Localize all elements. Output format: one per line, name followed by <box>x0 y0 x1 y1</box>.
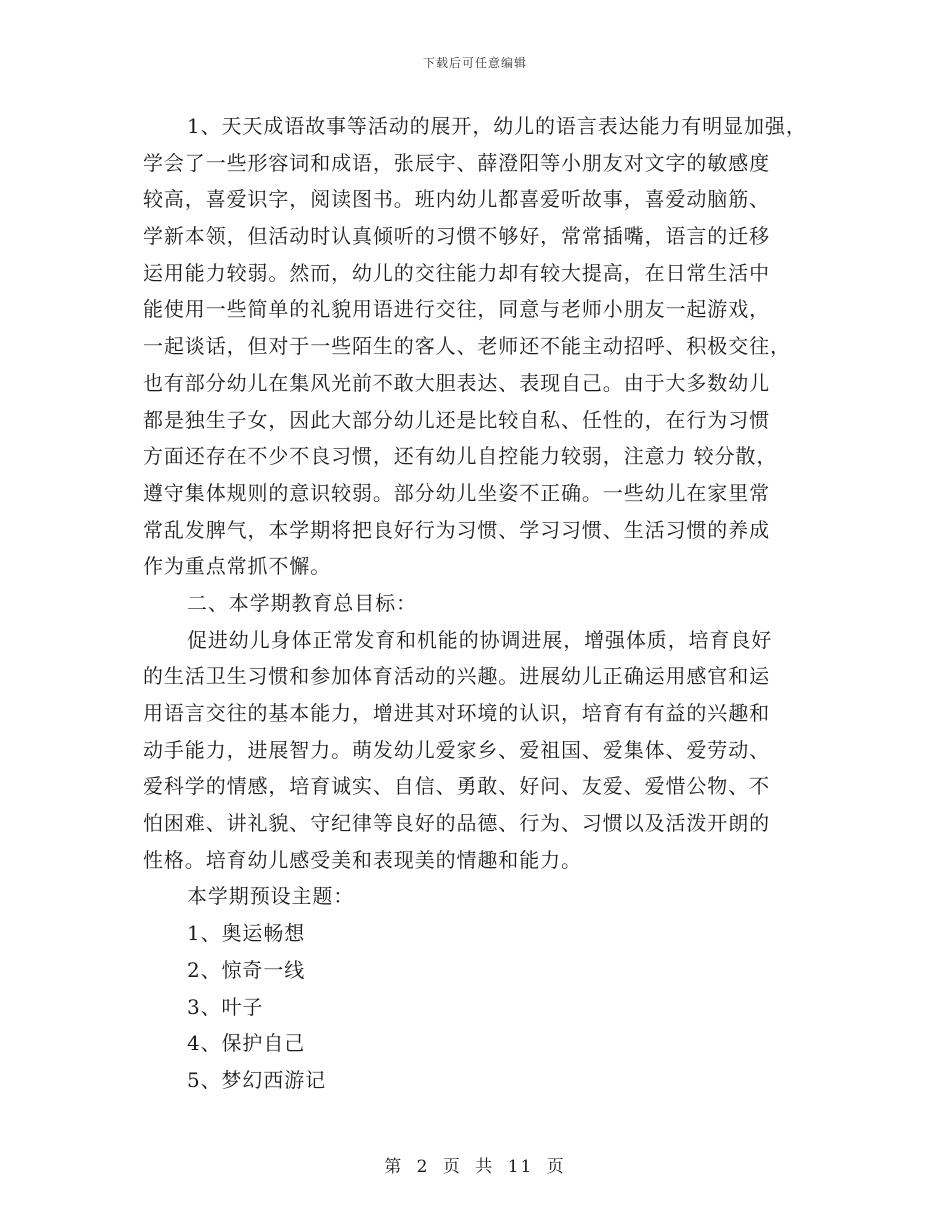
text-line: 动手能力，进展智力。萌发幼儿爱家乡、爱祖国、爱集体、爱劳动、 <box>143 737 770 762</box>
text-line: 都是独生子女，因此大部分幼儿还是比较自私、任性的，在行为习惯 <box>143 407 770 432</box>
text-line: 学会了一些形容词和成语，张辰宇、薛澄阳等小朋友对文字的敏感度 <box>143 150 770 175</box>
list-item: 4、保护自己 <box>187 1031 306 1056</box>
document-body <box>143 108 815 1099</box>
text-line: 爱科学的情感，培育诚实、自信、勇敢、好问、友爱、爱惜公物、不 <box>143 774 770 799</box>
text-line: 能使用一些简单的礼貌用语进行交往，同意与老师小朋友一起游戏， <box>143 297 770 322</box>
text-line: 一起谈话，但对于一些陌生的客人、老师还不能主动招呼、积极交往， <box>143 334 791 359</box>
text-line: 性格。培育幼儿感受美和表现美的情趣和能力。 <box>143 847 582 872</box>
list-item: 2、惊奇一线 <box>187 957 306 982</box>
text-line: 的生活卫生习惯和参加体育活动的兴趣。进展幼儿正确运用感官和运 <box>143 664 770 689</box>
list-item: 1、奥运畅想 <box>187 921 306 946</box>
text-line: 运用能力较弱。然而，幼儿的交往能力却有较大提高，在日常生活中 <box>143 260 770 285</box>
text-line: 作为重点常抓不懈。 <box>143 554 332 579</box>
text-line: 用语言交往的基本能力，增进其对环境的认识，培育有有益的兴趣和 <box>143 701 770 725</box>
list-item: 3、叶子 <box>187 994 264 1019</box>
list-item: 5、梦幻西游记 <box>187 1067 327 1092</box>
page-header: 下载后可任意编辑 <box>422 56 527 70</box>
text-line: 也有部分幼儿在集风光前不敢大胆表达、表现自己。由于大多数幼儿 <box>143 370 770 395</box>
text-line: 较高，喜爱识字，阅读图书。班内幼儿都喜爱听故事，喜爱动脑筋、 <box>143 187 770 212</box>
text-line: 促进幼儿身体正常发育和机能的协调进展，增强体质，培育良好 <box>187 627 773 652</box>
text-line: 方面还存在不少不良习惯，还有幼儿自控能力较弱，注意力 较分散， <box>143 444 778 469</box>
section-heading: 本学期预设主题： <box>187 884 355 909</box>
text-line: 1、天天成语故事等活动的展开，幼儿的语言表达能力有明显加强， <box>187 114 807 138</box>
text-line: 怕困难、讲礼貌、守纪律等良好的品德、行为、习惯以及活泼开朗的 <box>143 811 770 836</box>
text-line: 常乱发脾气，本学期将把良好行为习惯、学习习惯、生活习惯的养成 <box>143 517 770 542</box>
text-line: 学新本领，但活动时认真倾听的习惯不够好，常常插嘴，语言的迁移 <box>143 224 770 249</box>
section-heading: 二、本学期教育总目标： <box>187 590 417 615</box>
text-line: 遵守集体规则的意识较弱。部分幼儿坐姿不正确。一些幼儿在家里常 <box>143 480 770 505</box>
page-number-footer: 第 2 页 共 11 页 <box>384 1157 566 1177</box>
